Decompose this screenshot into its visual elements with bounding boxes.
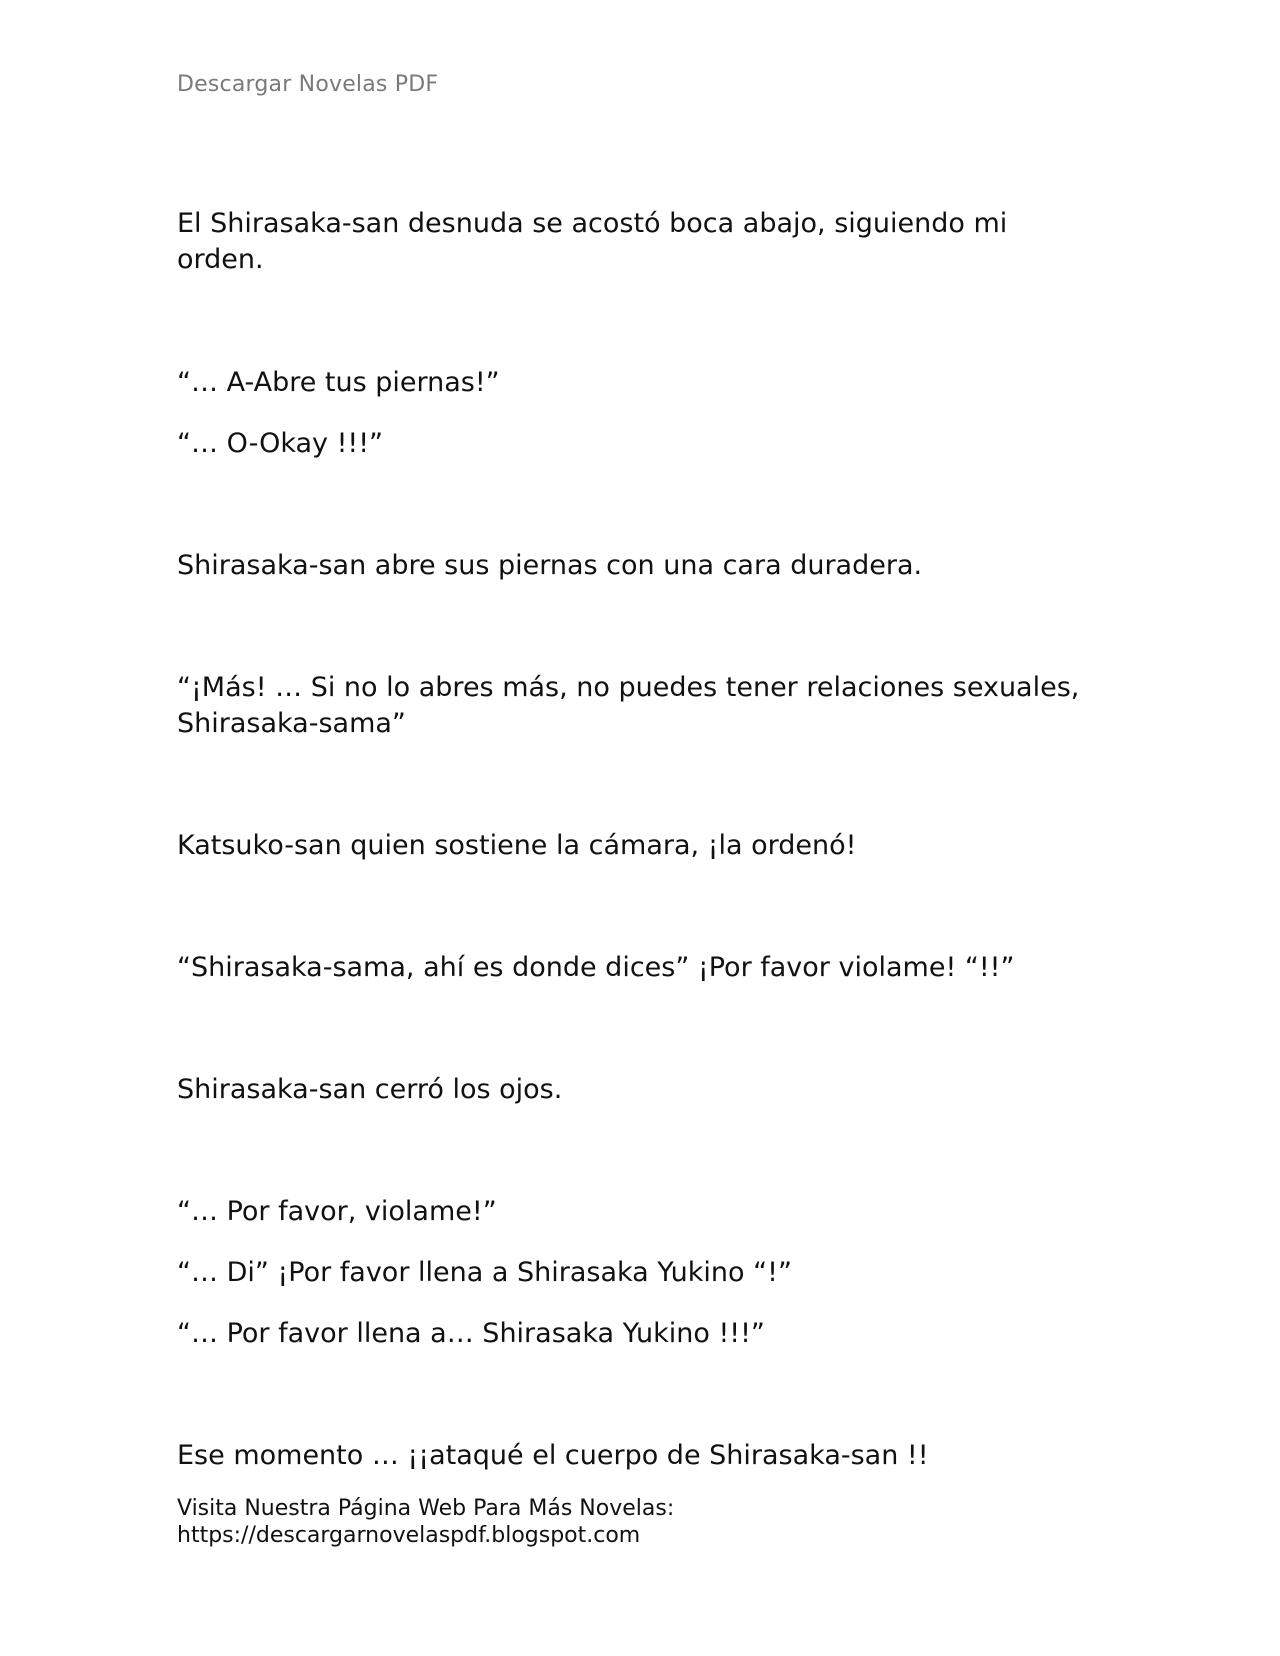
paragraph: “… Por favor llena a… Shirasaka Yukino !!!” <box>177 1318 765 1349</box>
paragraph: “… O-Okay !!!” <box>177 428 384 459</box>
paragraph: “¡Más! … Si no lo abres más, no puedes tener relaciones sexuales, Shirasaka-sama” <box>177 672 1080 739</box>
paragraph: “Shirasaka-sama, ahí es donde dices” ¡Por favor violame! “!!” <box>177 952 1015 983</box>
page-footer <box>177 1495 674 1549</box>
paragraph: “… A-Abre tus piernas!” <box>177 367 500 398</box>
paragraph: “… Di” ¡Por favor llena a Shirasaka Yukino “!” <box>177 1257 792 1288</box>
paragraph: Katsuko-san quien sostiene la cámara, ¡la ordenó! <box>177 830 857 861</box>
paragraph: El Shirasaka-san desnuda se acostó boca abajo, siguiendo mi orden. <box>177 208 1008 275</box>
page-header: Descargar Novelas PDF <box>177 72 439 97</box>
paragraph: Shirasaka-san cerró los ojos. <box>177 1074 563 1105</box>
footer-line-visit: Visita Nuestra Página Web Para Más Novelas: <box>177 1496 675 1521</box>
paragraph: “… Por favor, violame!” <box>177 1196 497 1227</box>
paragraph: Shirasaka-san abre sus piernas con una cara duradera. <box>177 550 923 581</box>
paragraph: Ese momento … ¡¡ataqué el cuerpo de Shirasaka-san !! <box>177 1440 929 1471</box>
footer-url: https://descargarnovelaspdf.blogspot.com <box>177 1523 641 1548</box>
